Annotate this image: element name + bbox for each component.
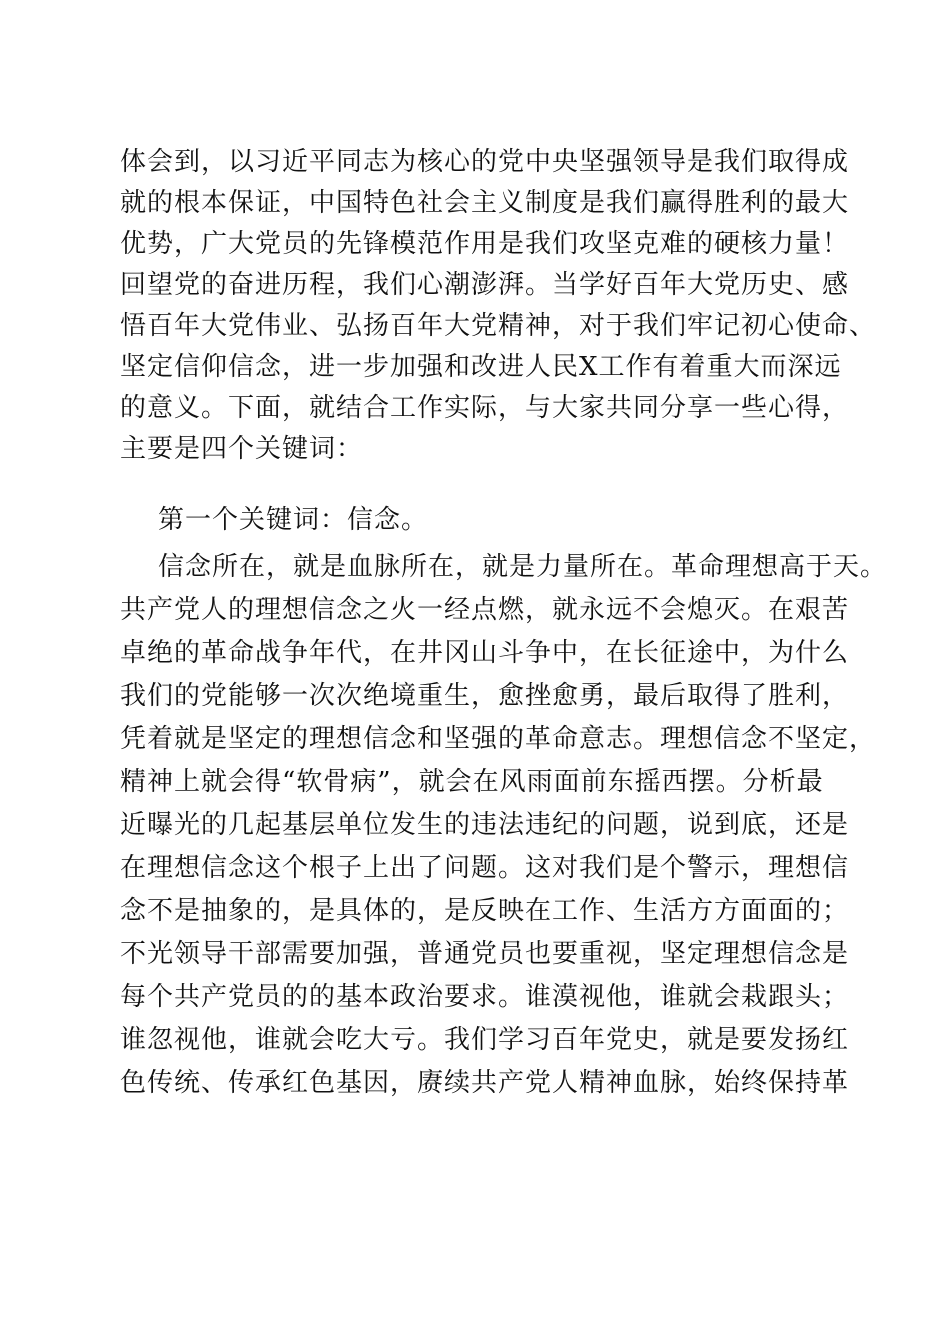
text-line: 在理想信念这个根子上出了问题。这对我们是个警示，理想信 [120,853,850,883]
text-line: 悟百年大党伟业、弘扬百年大党精神，对于我们牢记初心使命、 [120,311,877,341]
text-line: 体会到，以习近平同志为核心的党中央坚强领导是我们取得成 [120,147,850,177]
text-line: 每个共产党员的的基本政治要求。谁漠视他，谁就会栽跟头； [120,982,850,1012]
text-line: 的意义。下面，就结合工作实际，与大家共同分享一些心得， [120,393,850,423]
text-line: 坚定信仰信念，进一步加强和改进人民X工作有着重大而深远 [120,352,842,382]
text-line: 谁忽视他，谁就会吃大亏。我们学习百年党史，就是要发扬红 [120,1025,850,1055]
text-line: 不光领导干部需要加强，普通党员也要重视，坚定理想信念是 [120,939,850,969]
text-line: 卓绝的革命战争年代，在井冈山斗争中，在长征途中，为什么 [120,638,850,668]
text-line: 主要是四个关键词： [120,434,364,464]
text-line: 优势，广大党员的先锋模范作用是我们攻坚克难的硬核力量！ [120,229,850,259]
text-line: 共产党人的理想信念之火一经点燃，就永远不会熄灭。在艰苦 [120,595,850,625]
text-line: 我们的党能够一次次绝境重生，愈挫愈勇，最后取得了胜利， [120,681,850,711]
text-line: 近曝光的几起基层单位发生的违法违纪的问题，说到底，还是 [120,810,850,840]
text-line: 精神上就会得“软骨病”，就会在风雨面前东摇西摆。分析最 [120,767,824,797]
text-line: 就的根本保证，中国特色社会主义制度是我们赢得胜利的最大 [120,188,850,218]
text-line: 凭着就是坚定的理想信念和坚强的革命意志。理想信念不坚定， [120,724,877,754]
text-line: 回望党的奋进历程，我们心潮澎湃。当学好百年大党历史、感 [120,270,850,300]
text-line: 色传统、传承红色基因，赓续共产党人精神血脉，始终保持革 [120,1068,850,1098]
text-line: 信念所在，就是血脉所在，就是力量所在。革命理想高于天。 [158,552,888,582]
section-heading: 第一个关键词：信念。 [158,505,429,535]
text-line: 念不是抽象的，是具体的，是反映在工作、生活方方面面的； [120,896,850,926]
